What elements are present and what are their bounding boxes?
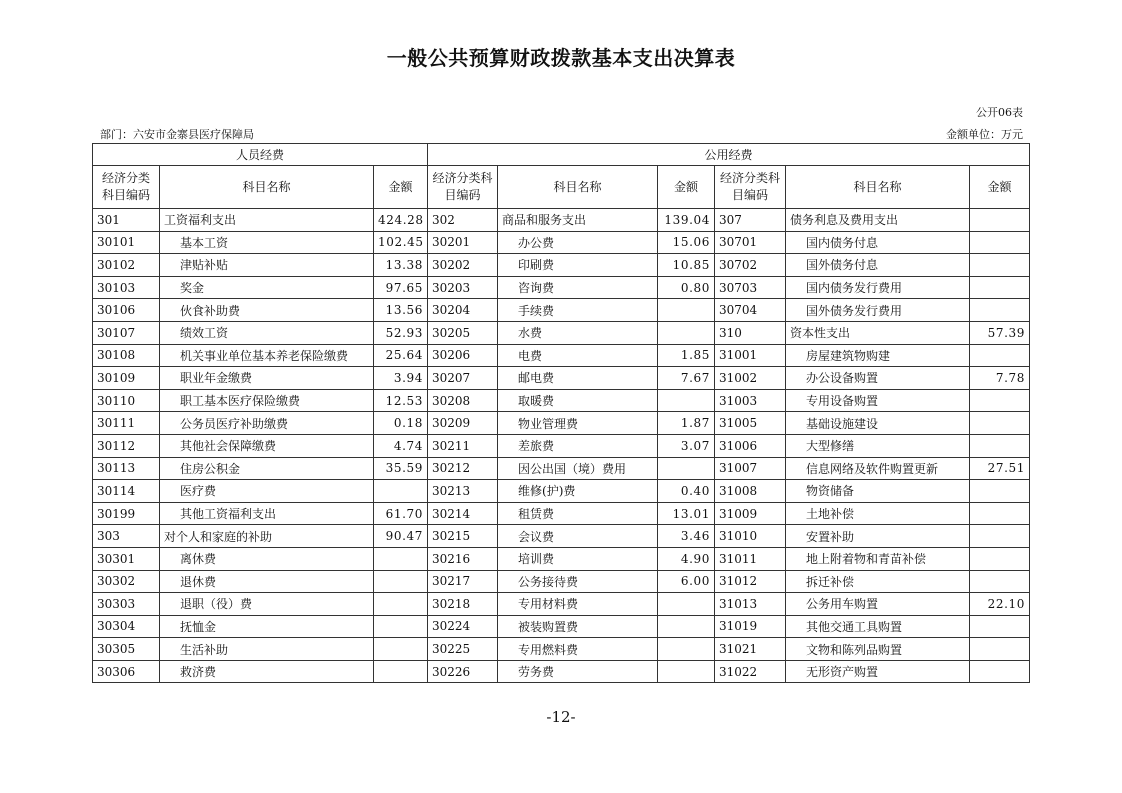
account-name-cell: 劳务费 (498, 660, 658, 683)
account-code-cell: 31009 (715, 502, 786, 525)
account-name-cell: 办公费 (498, 231, 658, 254)
account-code-cell: 31021 (715, 638, 786, 661)
account-code-cell: 30206 (428, 344, 498, 367)
table-row (93, 457, 1030, 480)
account-code-cell: 30209 (428, 412, 498, 435)
table-row (93, 321, 1030, 344)
account-code-cell: 30302 (93, 570, 160, 593)
amount-cell: 13.38 (374, 254, 428, 277)
account-code-cell: 303 (93, 525, 160, 548)
amount-cell (374, 593, 428, 616)
account-name-cell: 其他工资福利支出 (160, 502, 374, 525)
amount-cell (658, 615, 715, 638)
account-name-cell: 奖金 (160, 276, 374, 299)
account-code-cell: 30211 (428, 434, 498, 457)
account-name-cell: 房屋建筑物购建 (786, 344, 970, 367)
amount-cell (374, 547, 428, 570)
table-row (93, 367, 1030, 390)
account-code-cell: 30203 (428, 276, 498, 299)
account-code-cell: 30102 (93, 254, 160, 277)
account-name-cell: 安置补助 (786, 525, 970, 548)
account-code-cell: 30208 (428, 389, 498, 412)
account-name-cell: 商品和服务支出 (498, 209, 658, 232)
amount-cell: 90.47 (374, 525, 428, 548)
account-name-cell: 基础设施建设 (786, 412, 970, 435)
account-code-cell: 30304 (93, 615, 160, 638)
amount-cell: 61.70 (374, 502, 428, 525)
account-name-cell: 手续费 (498, 299, 658, 322)
amount-cell: 0.40 (658, 480, 715, 503)
account-code-cell: 30225 (428, 638, 498, 661)
account-name-cell: 机关事业单位基本养老保险缴费 (160, 344, 374, 367)
amount-cell (658, 638, 715, 661)
amount-cell (658, 299, 715, 322)
amount-cell (970, 638, 1030, 661)
account-name-cell: 其他交通工具购置 (786, 615, 970, 638)
account-name-cell: 文物和陈列品购置 (786, 638, 970, 661)
account-name-cell: 国外债务付息 (786, 254, 970, 277)
expenditure-table (92, 143, 1030, 683)
amount-cell: 4.90 (658, 547, 715, 570)
amount-cell (970, 389, 1030, 412)
account-code-cell: 30702 (715, 254, 786, 277)
account-code-cell: 301 (93, 209, 160, 232)
table-row (93, 547, 1030, 570)
column-header-code: 经济分类科目编码 (428, 166, 498, 209)
amount-cell (374, 660, 428, 683)
account-code-cell: 302 (428, 209, 498, 232)
account-name-cell: 退休费 (160, 570, 374, 593)
account-name-cell: 邮电费 (498, 367, 658, 390)
amount-cell (970, 502, 1030, 525)
amount-cell: 27.51 (970, 457, 1030, 480)
table-row (93, 231, 1030, 254)
account-name-cell: 对个人和家庭的补助 (160, 525, 374, 548)
account-name-cell: 会议费 (498, 525, 658, 548)
account-code-cell: 307 (715, 209, 786, 232)
table-number: 公开06表 (976, 106, 1023, 119)
account-name-cell: 职业年金缴费 (160, 367, 374, 390)
column-header-amount: 金额 (970, 166, 1030, 209)
account-code-cell: 31019 (715, 615, 786, 638)
account-code-cell: 31005 (715, 412, 786, 435)
account-name-cell: 印刷费 (498, 254, 658, 277)
account-code-cell: 30213 (428, 480, 498, 503)
account-name-cell: 国内债务发行费用 (786, 276, 970, 299)
account-name-cell: 绩效工资 (160, 321, 374, 344)
account-code-cell: 31007 (715, 457, 786, 480)
amount-cell (970, 254, 1030, 277)
account-name-cell: 办公设备购置 (786, 367, 970, 390)
account-code-cell: 30701 (715, 231, 786, 254)
account-code-cell: 31013 (715, 593, 786, 616)
amount-cell: 424.28 (374, 209, 428, 232)
account-code-cell: 30109 (93, 367, 160, 390)
table-row (93, 209, 1030, 232)
amount-cell (374, 615, 428, 638)
account-name-cell: 水费 (498, 321, 658, 344)
amount-cell (658, 660, 715, 683)
amount-cell (970, 412, 1030, 435)
amount-cell: 52.93 (374, 321, 428, 344)
amount-cell: 4.74 (374, 434, 428, 457)
amount-cell (658, 389, 715, 412)
amount-cell (970, 231, 1030, 254)
amount-cell: 7.67 (658, 367, 715, 390)
account-code-cell: 30114 (93, 480, 160, 503)
account-code-cell: 30199 (93, 502, 160, 525)
account-name-cell: 物资储备 (786, 480, 970, 503)
account-code-cell: 31008 (715, 480, 786, 503)
column-header-code: 经济分类科目编码 (93, 166, 160, 209)
account-name-cell: 培训费 (498, 547, 658, 570)
column-header-name: 科目名称 (160, 166, 374, 209)
account-name-cell: 资本性支出 (786, 321, 970, 344)
amount-cell (970, 525, 1030, 548)
account-code-cell: 30217 (428, 570, 498, 593)
amount-cell: 12.53 (374, 389, 428, 412)
account-code-cell: 30303 (93, 593, 160, 616)
account-code-cell: 31010 (715, 525, 786, 548)
account-code-cell: 30113 (93, 457, 160, 480)
account-name-cell: 伙食补助费 (160, 299, 374, 322)
account-name-cell: 电费 (498, 344, 658, 367)
account-name-cell: 大型修缮 (786, 434, 970, 457)
account-name-cell: 抚恤金 (160, 615, 374, 638)
account-code-cell: 30103 (93, 276, 160, 299)
account-name-cell: 离休费 (160, 547, 374, 570)
account-name-cell: 国外债务发行费用 (786, 299, 970, 322)
account-code-cell: 30110 (93, 389, 160, 412)
column-header-name: 科目名称 (498, 166, 658, 209)
account-code-cell: 30214 (428, 502, 498, 525)
account-code-cell: 30112 (93, 434, 160, 457)
amount-cell: 35.59 (374, 457, 428, 480)
amount-cell: 3.07 (658, 434, 715, 457)
amount-cell (970, 276, 1030, 299)
amount-cell (970, 299, 1030, 322)
column-header-amount: 金额 (374, 166, 428, 209)
column-header-name: 科目名称 (786, 166, 970, 209)
amount-cell: 15.06 (658, 231, 715, 254)
account-code-cell: 30106 (93, 299, 160, 322)
account-code-cell: 30226 (428, 660, 498, 683)
amount-cell (970, 547, 1030, 570)
amount-cell: 13.01 (658, 502, 715, 525)
account-code-cell: 30108 (93, 344, 160, 367)
account-name-cell: 专用燃料费 (498, 638, 658, 661)
account-code-cell: 31001 (715, 344, 786, 367)
table-row (93, 254, 1030, 277)
account-code-cell: 30704 (715, 299, 786, 322)
account-code-cell: 30301 (93, 547, 160, 570)
amount-cell: 6.00 (658, 570, 715, 593)
amount-cell (970, 570, 1030, 593)
account-code-cell: 31002 (715, 367, 786, 390)
table-row (93, 502, 1030, 525)
group-header-personnel: 人员经费 (93, 144, 428, 166)
account-code-cell: 30306 (93, 660, 160, 683)
amount-cell (658, 321, 715, 344)
amount-cell (658, 593, 715, 616)
table-row (93, 638, 1030, 661)
account-code-cell: 31006 (715, 434, 786, 457)
account-name-cell: 无形资产购置 (786, 660, 970, 683)
account-code-cell: 30224 (428, 615, 498, 638)
account-name-cell: 取暖费 (498, 389, 658, 412)
account-code-cell: 30218 (428, 593, 498, 616)
table-row (93, 660, 1030, 683)
account-code-cell: 30212 (428, 457, 498, 480)
account-name-cell: 债务利息及费用支出 (786, 209, 970, 232)
column-header-code: 经济分类科目编码 (715, 166, 786, 209)
account-name-cell: 专用材料费 (498, 593, 658, 616)
amount-cell: 7.78 (970, 367, 1030, 390)
account-code-cell: 30703 (715, 276, 786, 299)
account-name-cell: 退职（役）费 (160, 593, 374, 616)
account-name-cell: 租赁费 (498, 502, 658, 525)
amount-cell: 0.18 (374, 412, 428, 435)
account-name-cell: 维修(护)费 (498, 480, 658, 503)
amount-cell: 25.64 (374, 344, 428, 367)
amount-cell: 3.46 (658, 525, 715, 548)
table-row (93, 412, 1030, 435)
account-name-cell: 差旅费 (498, 434, 658, 457)
amount-cell (658, 457, 715, 480)
account-name-cell: 拆迁补偿 (786, 570, 970, 593)
account-name-cell: 因公出国（境）费用 (498, 457, 658, 480)
account-code-cell: 31011 (715, 547, 786, 570)
account-code-cell: 30202 (428, 254, 498, 277)
account-name-cell: 土地补偿 (786, 502, 970, 525)
account-name-cell: 公务用车购置 (786, 593, 970, 616)
account-name-cell: 救济费 (160, 660, 374, 683)
table-row (93, 525, 1030, 548)
account-name-cell: 咨询费 (498, 276, 658, 299)
table-row (93, 615, 1030, 638)
account-name-cell: 专用设备购置 (786, 389, 970, 412)
account-name-cell: 职工基本医疗保险缴费 (160, 389, 374, 412)
account-code-cell: 30101 (93, 231, 160, 254)
account-code-cell: 30207 (428, 367, 498, 390)
department-label: 部门：六安市金寨县医疗保障局 (100, 128, 254, 141)
account-name-cell: 信息网络及软件购置更新 (786, 457, 970, 480)
amount-cell (374, 480, 428, 503)
amount-cell (970, 209, 1030, 232)
page-title: 一般公共预算财政拨款基本支出决算表 (386, 46, 736, 70)
amount-cell: 22.10 (970, 593, 1030, 616)
table-row (93, 389, 1030, 412)
group-header-public: 公用经费 (428, 144, 1030, 166)
account-code-cell: 30216 (428, 547, 498, 570)
account-name-cell: 公务员医疗补助缴费 (160, 412, 374, 435)
account-name-cell: 住房公积金 (160, 457, 374, 480)
account-code-cell: 310 (715, 321, 786, 344)
account-code-cell: 30204 (428, 299, 498, 322)
table-row (93, 570, 1030, 593)
table-row (93, 480, 1030, 503)
amount-cell: 102.45 (374, 231, 428, 254)
amount-cell: 97.65 (374, 276, 428, 299)
amount-cell (970, 344, 1030, 367)
account-code-cell: 30111 (93, 412, 160, 435)
table-row (93, 593, 1030, 616)
amount-cell (970, 660, 1030, 683)
amount-cell (970, 615, 1030, 638)
amount-cell (970, 434, 1030, 457)
amount-cell: 139.04 (658, 209, 715, 232)
amount-cell: 10.85 (658, 254, 715, 277)
amount-cell (374, 570, 428, 593)
account-name-cell: 工资福利支出 (160, 209, 374, 232)
amount-cell (970, 480, 1030, 503)
account-name-cell: 地上附着物和青苗补偿 (786, 547, 970, 570)
account-code-cell: 30215 (428, 525, 498, 548)
account-name-cell: 津贴补贴 (160, 254, 374, 277)
table-row (93, 434, 1030, 457)
account-code-cell: 30107 (93, 321, 160, 344)
amount-cell: 13.56 (374, 299, 428, 322)
amount-cell (374, 638, 428, 661)
page-number: -12- (546, 708, 576, 726)
amount-cell: 0.80 (658, 276, 715, 299)
amount-cell: 3.94 (374, 367, 428, 390)
account-name-cell: 被装购置费 (498, 615, 658, 638)
account-code-cell: 31012 (715, 570, 786, 593)
account-code-cell: 31003 (715, 389, 786, 412)
amount-cell: 1.85 (658, 344, 715, 367)
table-row (93, 276, 1030, 299)
table-row (93, 299, 1030, 322)
unit-label: 金额单位：万元 (946, 128, 1023, 141)
account-name-cell: 基本工资 (160, 231, 374, 254)
account-name-cell: 其他社会保障缴费 (160, 434, 374, 457)
account-code-cell: 31022 (715, 660, 786, 683)
amount-cell: 1.87 (658, 412, 715, 435)
account-code-cell: 30205 (428, 321, 498, 344)
column-header-amount: 金额 (658, 166, 715, 209)
account-name-cell: 物业管理费 (498, 412, 658, 435)
table-row (93, 344, 1030, 367)
amount-cell: 57.39 (970, 321, 1030, 344)
account-name-cell: 医疗费 (160, 480, 374, 503)
account-name-cell: 生活补助 (160, 638, 374, 661)
account-code-cell: 30305 (93, 638, 160, 661)
account-name-cell: 公务接待费 (498, 570, 658, 593)
account-code-cell: 30201 (428, 231, 498, 254)
account-name-cell: 国内债务付息 (786, 231, 970, 254)
